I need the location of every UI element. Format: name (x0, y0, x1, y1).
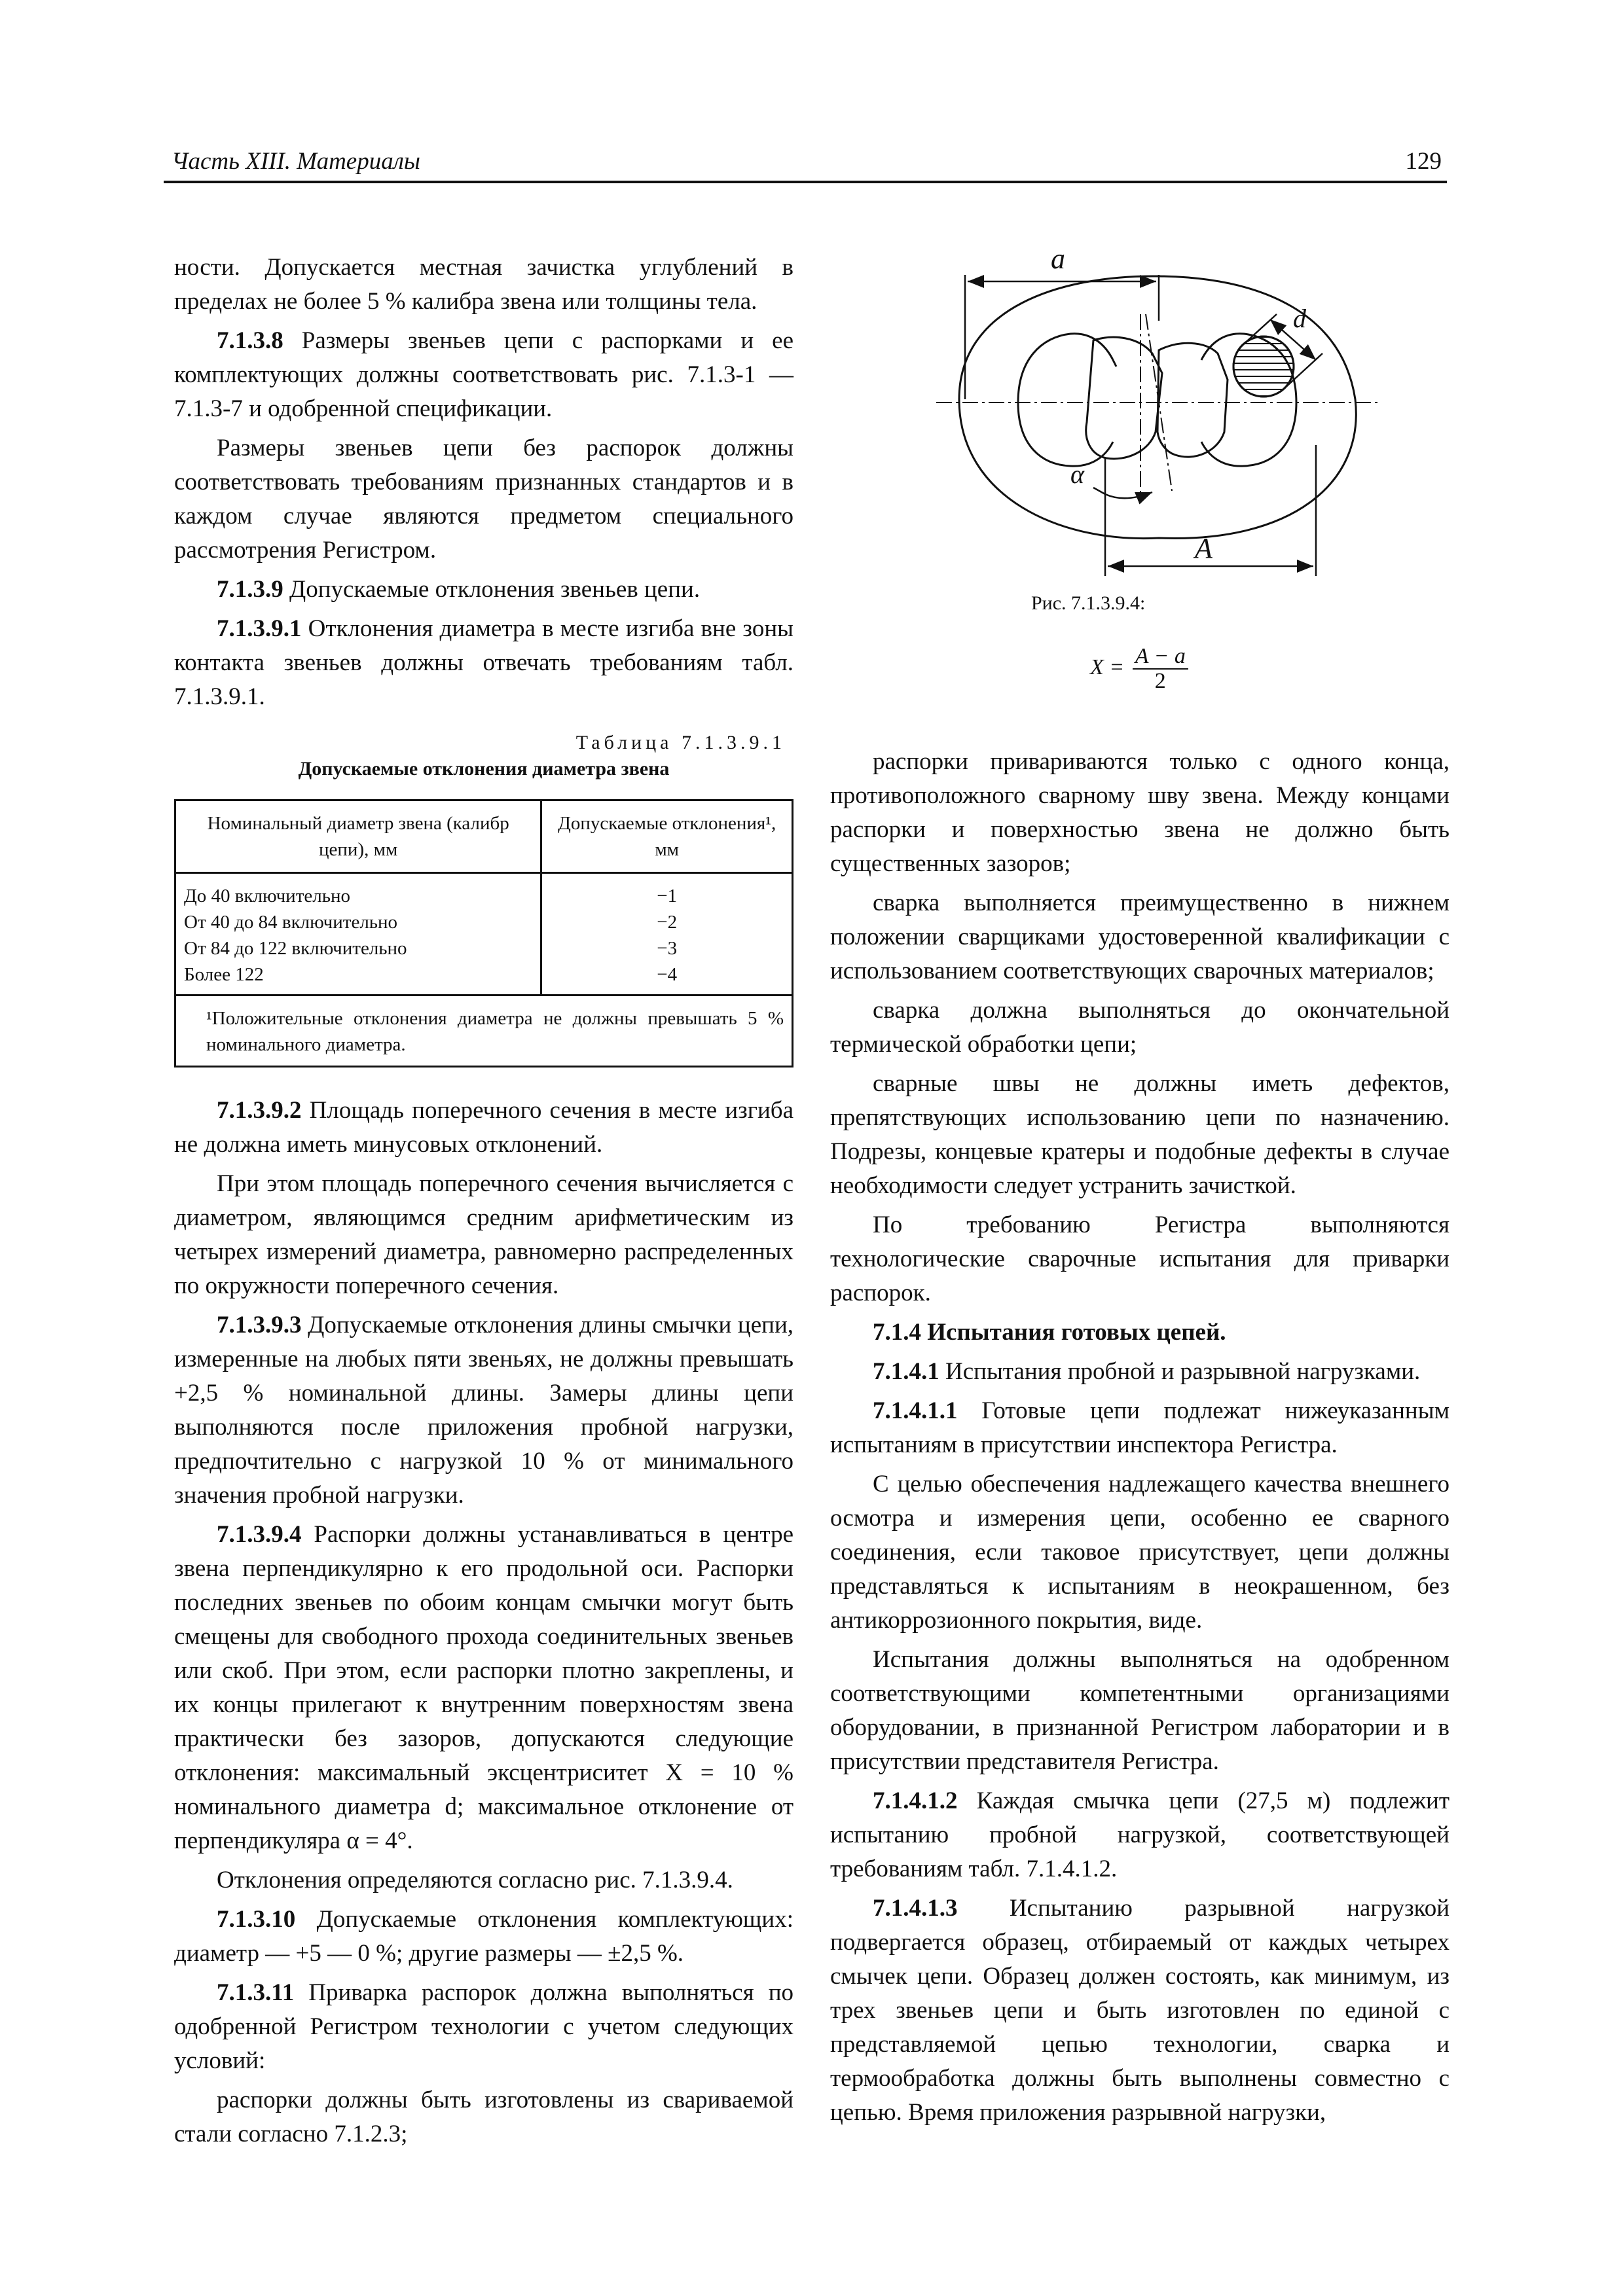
paragraph-text: распорки привариваются только с одного конца, противоположного сварному шву звена. Между концами распорки и поверхностью звена не должно быть существенных зазоров; (830, 748, 1450, 877)
paragraph (174, 1308, 793, 1513)
page-number: 129 (1405, 148, 1442, 175)
formula-denominator: 2 (1154, 669, 1166, 693)
table-cell: Более 122 (175, 961, 541, 996)
paragraph-text: Площадь поперечного сечения в месте изгиба не должна иметь минусовых отклонений. (174, 1097, 793, 1158)
paragraph-text: По требованию Регистра выполняются технологические сварочные испытания для приварки распорок. (830, 1211, 1450, 1306)
right-paragraphs (830, 745, 1450, 2130)
paragraph-text: сварка должна выполняться до окончательной термической обработки цепи; (830, 997, 1450, 1058)
table-caption: Таблица 7.1.3.9.1 (575, 732, 786, 753)
paragraph (830, 1355, 1450, 1389)
section-number: 7.1.4.1.1 (873, 1397, 958, 1424)
paragraph-text: Размеры звеньев цепи с распорками и ее комплектующих должны соответствовать рис. 7.1.3-1 — 7.1.3-7 и одобренной спецификации. (174, 327, 793, 422)
table-row (175, 961, 793, 996)
figure-label-d: d (1293, 304, 1306, 333)
paragraph-text: сварка выполняется преимущественно в нижнем положении сварщиками удостоверенной квалификации с использованием соответствующих сварочных материалов; (830, 889, 1450, 984)
paragraph (174, 573, 793, 607)
paragraph (174, 1863, 793, 1897)
tolerance-table (174, 799, 793, 1067)
paragraph (830, 1208, 1450, 1310)
table-footnote-row (175, 996, 793, 1067)
paragraph (830, 886, 1450, 988)
paragraph-text: Отклонения диаметра в месте изгиба вне зоны контакта звеньев должны отвечать требованиям табл. 7.1.3.9.1. (174, 615, 793, 710)
paragraph (830, 1892, 1450, 2130)
paragraph-text: Испытанию разрывной нагрузкой подвергается образец, отбираемый от каждых четырех смычек цепи. Образец должен состоять, как минимум, из трех звеньев цепи и быть изготовлен по единой с представляемой цепью технологии, сварка и термообработка должны быть выполнены совместно с цепью. Время приложения разрывной нагрузки, (830, 1895, 1450, 2126)
paragraph (830, 994, 1450, 1062)
paragraph-text: ности. Допускается местная зачистка углублений в пределах не более 5 % калибра звена или толщины тела. (174, 254, 793, 315)
paragraph (830, 1394, 1450, 1462)
table-cell: До 40 включительно (175, 873, 541, 910)
table-cell: −1 (541, 873, 793, 910)
section-number: 7.1.3.9.4 (217, 1521, 302, 1548)
section-number: 7.1.4.1 (873, 1358, 939, 1385)
table-cell: −3 (541, 935, 793, 961)
paragraph-text: Готовые цепи подлежат нижеуказанным испытаниям в присутствии инспектора Регистра. (830, 1397, 1450, 1458)
table-footnote: ¹Положительные отклонения диаметра не должны превышать 5 % номинального диаметра. (175, 996, 793, 1067)
paragraph (174, 1903, 793, 1971)
section-number: 7.1.4 Испытания готовых цепей. (873, 1319, 1226, 1346)
table-row (175, 935, 793, 961)
figure-label-a: a (1051, 243, 1065, 275)
figure-caption: Рис. 7.1.3.9.4: (1031, 592, 1146, 614)
table-cell: −2 (541, 909, 793, 935)
table-header-diameter: Номинальный диаметр звена (калибр цепи), мм (175, 800, 541, 873)
paragraph-text: Испытания должны выполняться на одобренном соответствующими компетентными организациями оборудовании, в признанной Регистром лаборатории и в присутствии представителя Регистра. (830, 1646, 1450, 1775)
paragraph-text: Каждая смычка цепи (27,5 м) подлежит испытанию пробной нагрузкой, соответствующей требованиям табл. 7.1.4.1.2. (830, 1787, 1450, 1882)
paragraph-text: сварные швы не должны иметь дефектов, препятствующих использованию цепи по назначению. Подрезы, концевые кратеры и подобные дефекты в случае необходимости следует устранить зачисткой. (830, 1070, 1450, 1199)
paragraph (174, 1976, 793, 2078)
left-paragraphs-2 (174, 1094, 793, 2151)
section-number: 7.1.3.11 (217, 1979, 295, 2006)
left-paragraphs-1 (174, 251, 793, 714)
table-cell: От 40 до 84 включительно (175, 909, 541, 935)
paragraph-text: Допускаемые отклонения длины смычки цепи, измеренные на любых пяти звеньях, не должны превышать +2,5 % номинальной длины. Замеры длины цепи выполняются после приложения пробной нагрузки, предпочтительно с нагрузкой 10 % от минимального значения пробной нагрузки. (174, 1312, 793, 1509)
paragraph-text: С целью обеспечения надлежащего качества внешнего осмотра и измерения цепи, особенно ее сварного соединения, если таковое присутствует, цепи должны представляться к испытаниям в неокрашенном, без антикоррозионного покрытия, виде. (830, 1471, 1450, 1634)
table-title: Допускаемые отклонения диаметра звена (298, 758, 670, 780)
paragraph (830, 1067, 1450, 1203)
paragraph-text: Отклонения определяются согласно рис. 7.1.3.9.4. (217, 1867, 733, 1893)
table-cell: −4 (541, 961, 793, 996)
paragraph (174, 324, 793, 426)
paragraph (174, 612, 793, 714)
formula-lhs: X = (1090, 655, 1125, 679)
paragraph-text: Испытания пробной и разрывной нагрузками. (939, 1358, 1421, 1385)
paragraph (830, 745, 1450, 881)
formula (1090, 645, 1188, 693)
table-header-deviation: Допускаемые отклонения¹, мм (541, 800, 793, 873)
chain-link-figure (897, 236, 1421, 707)
section-number: 7.1.3.9.1 (217, 615, 302, 642)
section-number: 7.1.3.10 (217, 1906, 296, 1933)
running-header (164, 143, 1447, 183)
paragraph (174, 251, 793, 319)
section-number: 7.1.3.9.3 (217, 1312, 302, 1338)
paragraph (830, 1467, 1450, 1638)
table-cell: От 84 до 122 включительно (175, 935, 541, 961)
section-number: 7.1.4.1.3 (873, 1895, 958, 1922)
section-number: 7.1.3.9 (217, 576, 283, 603)
table-row (175, 909, 793, 935)
right-column (830, 745, 1450, 2130)
formula-fraction (1133, 645, 1188, 693)
paragraph (174, 1094, 793, 1162)
section-number: 7.1.4.1.2 (873, 1787, 958, 1814)
section-number: 7.1.3.9.2 (217, 1097, 302, 1124)
paragraph (174, 431, 793, 567)
paragraph (174, 2083, 793, 2151)
left-column (174, 251, 793, 2151)
paragraph-text: Распорки должны устанавливаться в центре звена перпендикулярно к его продольной оси. Распорки последних звеньев по обоим концам смычки могут быть смещены для свободного прохода соединительных звеньев или скоб. При этом, если распорки плотно закреплены, и их концы прилегают к внутренним поверхностям звена практически без зазоров, допускаются следующие отклонения: максимальный эксцентриситет X = 10 % номинального диаметра d; максимальное отклонение от перпендикуляра α = 4°. (174, 1521, 793, 1854)
formula-numerator: A − a (1133, 645, 1188, 670)
paragraph (830, 1316, 1450, 1350)
paragraph-text: Приварка распорок должна выполняться по одобренной Регистром технологии с учетом следующих условий: (174, 1979, 793, 2074)
section-number: 7.1.3.8 (217, 327, 283, 354)
paragraph-text: При этом площадь поперечного сечения вычисляется с диаметром, являющимся средним арифметическим из четырех измерений диаметра, равномерно распределенных по окружности поперечного сечения. (174, 1170, 793, 1299)
paragraph (174, 1167, 793, 1303)
figure-label-A: A (1195, 532, 1213, 564)
paragraph-text: Размеры звеньев цепи без распорок должны соответствовать требованиям признанных стандартов и в каждом случае являются предметом специального рассмотрения Регистром. (174, 435, 793, 564)
figure-label-alpha: α (1070, 459, 1084, 489)
table-row (175, 873, 793, 910)
paragraph-text: Допускаемые отклонения звеньев цепи. (283, 576, 701, 603)
paragraph (830, 1643, 1450, 1779)
header-title: Часть XIII. Материалы (172, 148, 420, 175)
paragraph (174, 1518, 793, 1858)
paragraph (830, 1784, 1450, 1886)
tolerance-table-wrap (174, 799, 793, 1067)
paragraph-text: распорки должны быть изготовлены из свариваемой стали согласно 7.1.2.3; (174, 2087, 793, 2147)
paragraph-text: Допускаемые отклонения комплектующих: диаметр — +5 — 0 %; другие размеры — ±2,5 %. (174, 1906, 793, 1967)
